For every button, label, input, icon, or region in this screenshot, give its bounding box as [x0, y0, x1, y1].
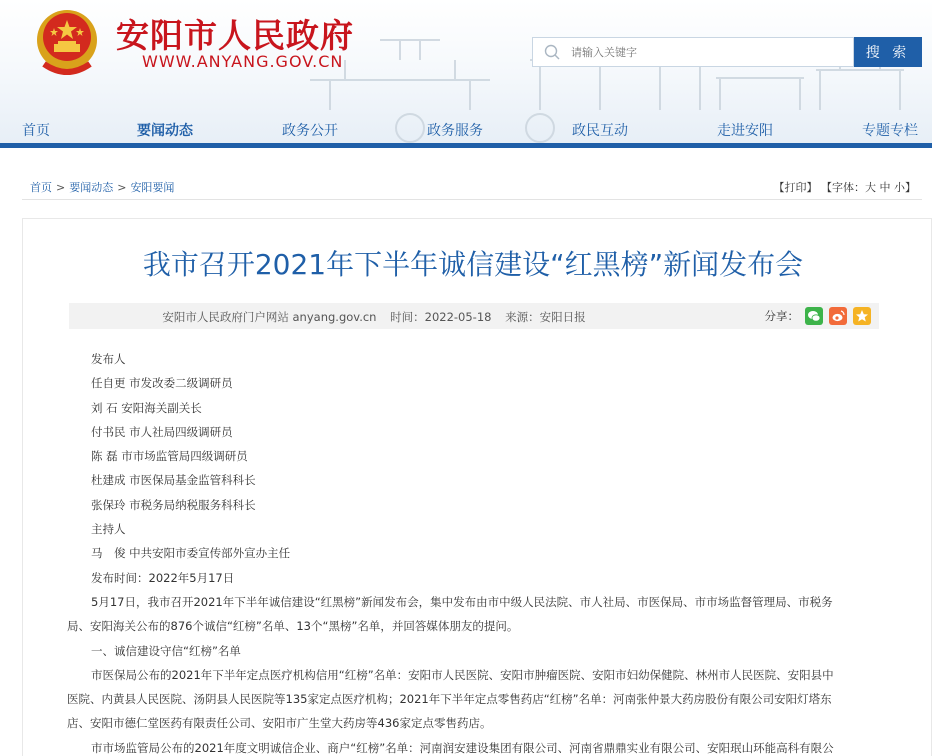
- paragraph-line: 医院、内黄县人民医院、汤阴县人民医院等135家定点医疗机构；2021年下半年定点零售药店“红榜”名单：河南张仲景大药房股份有限公司安阳灯塔东: [67, 692, 832, 707]
- national-emblem-logo: [30, 6, 104, 80]
- paragraph-line: 市医保局公布的2021年下半年定点医疗机构信用“红榜”名单：安阳市人民医院、安阳市肿瘤医院、安阳市妇幼保健院、林州市人民医院、安阳县中: [91, 667, 834, 682]
- body-line: 张保玲 市税务局纳税服务科科长: [91, 497, 256, 512]
- nav-divider: [0, 143, 932, 148]
- breadcrumb-bar: [22, 172, 922, 200]
- meta-origin: 来源：安阳日报: [505, 310, 586, 324]
- body-line: 付书民 市人社局四级调研员: [91, 424, 233, 439]
- nav-item-interaction[interactable]: 政民互动: [572, 123, 628, 139]
- font-large-link[interactable]: 大: [865, 181, 876, 194]
- paragraph-line: 5月17日，我市召开2021年下半年诚信建设“红黑榜”新闻发布会，集中发布由市中级人民法院、市人社局、市医保局、市市场监督管理局、市税务: [91, 594, 833, 609]
- nav-item-home[interactable]: 首页: [22, 123, 50, 139]
- breadcrumb-home[interactable]: 首页: [30, 181, 52, 194]
- article-meta: [69, 303, 879, 329]
- site-header: [0, 0, 932, 148]
- breadcrumb-separator: >: [117, 181, 127, 194]
- nav-item-special-topics[interactable]: 专题专栏: [862, 123, 918, 139]
- article-title: 我市召开2021年下半年诚信建设“红黑榜”新闻发布会: [142, 248, 804, 281]
- breadcrumb: [30, 179, 174, 195]
- meta-text: [69, 309, 689, 325]
- search-box: [532, 37, 854, 67]
- body-line: 主持人: [91, 522, 126, 537]
- wechat-icon[interactable]: [805, 307, 823, 325]
- body-line: 马 俊 中共安阳市委宣传部外宣办主任: [91, 546, 291, 561]
- qzone-icon[interactable]: [853, 307, 871, 325]
- print-link[interactable]: 【打印】: [773, 181, 818, 194]
- share-label: 分享：: [764, 309, 799, 323]
- meta-source-site: 安阳市人民政府门户网站 anyang.gov.cn: [162, 310, 377, 324]
- share-bar: [765, 307, 872, 325]
- body-line: 任自更 市发改委二级调研员: [91, 376, 233, 391]
- paragraph-line: 局、安阳海关公布的876个诚信“红榜”名单、13个“黑榜”名单，并回答媒体朋友的提问。: [67, 619, 519, 634]
- search-icon: [543, 43, 561, 61]
- font-small-link[interactable]: 小: [894, 181, 905, 194]
- paragraph-line: 店、安阳市德仁堂医药有限责任公司、安阳市广生堂大药房等436家定点零售药店。: [67, 716, 492, 731]
- search-button[interactable]: 搜 索: [854, 37, 922, 67]
- meta-time: 时间：2022-05-18: [390, 310, 492, 324]
- article-tools: [774, 179, 917, 195]
- paragraph-line: 市市场监管局公布的2021年度文明诚信企业、商户“红榜”名单：河南润安建设集团有限公司、河南省鼎鼎实业有限公司、安阳珉山环能高科有限公: [91, 740, 834, 755]
- breadcrumb-separator: >: [56, 181, 66, 194]
- article-container: [22, 218, 932, 756]
- weibo-icon[interactable]: [829, 307, 847, 325]
- main-nav: [0, 116, 932, 144]
- font-medium-link[interactable]: 中: [879, 181, 891, 194]
- body-line: 发布时间：2022年5月17日: [91, 570, 235, 585]
- body-line: 刘 石 安阳海关副关长: [91, 400, 202, 415]
- font-size-end: 】: [905, 181, 916, 194]
- site-url: WWW.ANYANG.GOV.CN: [142, 52, 344, 71]
- site-title: 安阳市人民政府: [116, 16, 354, 55]
- font-size-label: 【字体：: [821, 181, 865, 194]
- article-body: [67, 347, 887, 756]
- body-line: 陈 磊 市市场监管局四级调研员: [91, 449, 248, 464]
- nav-item-gov-affairs[interactable]: 政务公开: [282, 123, 338, 139]
- nav-item-news[interactable]: 要闻动态: [137, 123, 193, 139]
- breadcrumb-news[interactable]: 要闻动态: [69, 181, 114, 194]
- body-line: 发布人: [91, 352, 126, 366]
- breadcrumb-anyang-news[interactable]: 安阳要闻: [130, 181, 175, 194]
- body-line: 杜建成 市医保局基金监管科科长: [91, 473, 256, 488]
- section-heading: 一、诚信建设守信“红榜”名单: [91, 643, 241, 658]
- nav-item-about-anyang[interactable]: 走进安阳: [717, 123, 773, 139]
- search-input[interactable]: [571, 46, 831, 59]
- nav-item-gov-services[interactable]: 政务服务: [427, 123, 483, 139]
